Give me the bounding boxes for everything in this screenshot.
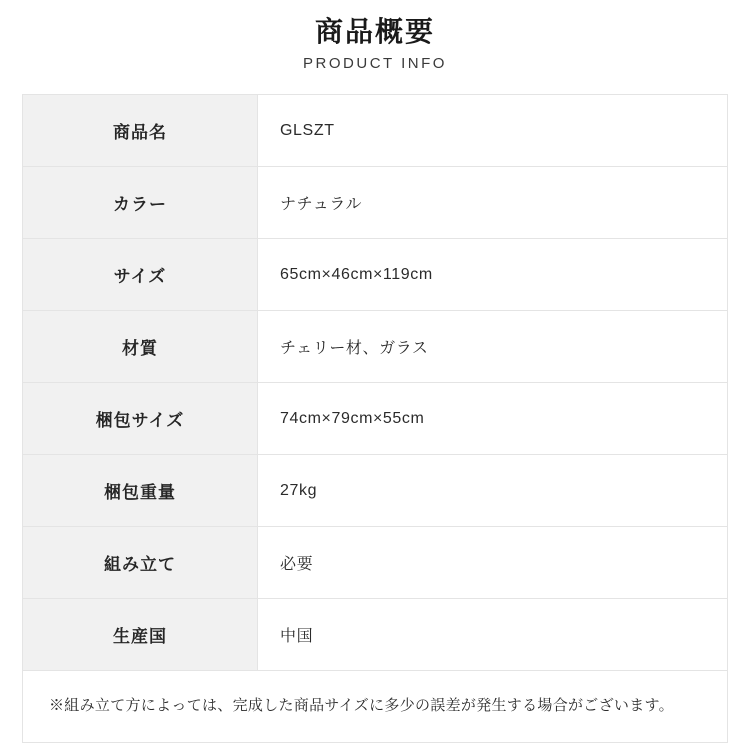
spec-label: 商品名 [23, 95, 258, 167]
page-title-japanese: 商品概要 [314, 16, 435, 47]
spec-value: チェリー材、ガラス [258, 311, 728, 383]
page-title-english: PRODUCT INFO [303, 55, 447, 72]
spec-value: 65cm×46cm×119cm [258, 239, 728, 311]
spec-label: カラー [23, 167, 258, 239]
table-row [23, 383, 728, 455]
spec-value: GLSZT [258, 95, 728, 167]
product-spec-table [22, 94, 728, 743]
spec-label: 材質 [23, 311, 258, 383]
spec-label: 生産国 [23, 599, 258, 671]
table-row [23, 239, 728, 311]
table-row [23, 527, 728, 599]
spec-label: サイズ [23, 239, 258, 311]
table-row [23, 599, 728, 671]
table-row [23, 95, 728, 167]
page-header [0, 0, 750, 72]
spec-value: ナチュラル [258, 167, 728, 239]
spec-table-body [23, 95, 728, 743]
table-note-row [23, 671, 728, 743]
spec-value: 中国 [258, 599, 728, 671]
table-row [23, 167, 728, 239]
assembly-note: ※組み立て方によっては、完成した商品サイズに多少の誤差が発生する場合がございます。 [23, 671, 728, 743]
spec-value: 必要 [258, 527, 728, 599]
spec-label: 梱包サイズ [23, 383, 258, 455]
spec-label: 梱包重量 [23, 455, 258, 527]
spec-value: 27kg [258, 455, 728, 527]
spec-label: 組み立て [23, 527, 258, 599]
spec-value: 74cm×79cm×55cm [258, 383, 728, 455]
table-row [23, 311, 728, 383]
table-row [23, 455, 728, 527]
